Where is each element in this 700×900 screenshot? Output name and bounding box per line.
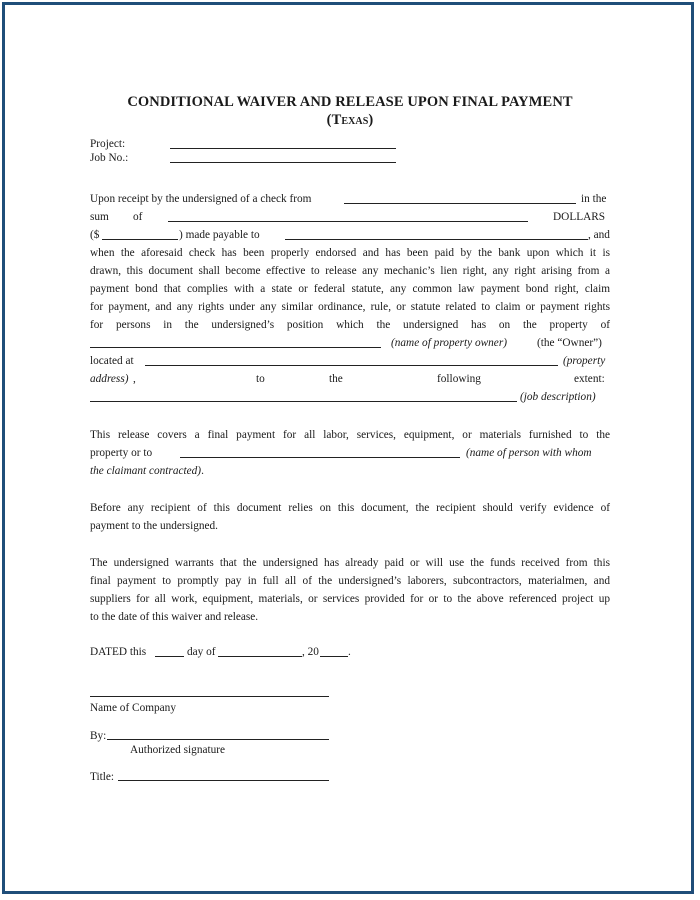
- dated-label: DATED this: [90, 646, 147, 658]
- para1-line6: payment bond that complies with a state or federal statute, any common law payment bond right, claim: [90, 283, 610, 295]
- day-field[interactable]: [155, 656, 184, 657]
- signer-title-field[interactable]: [118, 780, 329, 781]
- para1-line1-end: in the: [581, 193, 607, 205]
- para3-line2: payment to the undersigned.: [90, 520, 219, 532]
- property-address-field[interactable]: [145, 365, 558, 366]
- following-label: following: [437, 373, 481, 385]
- property-hint: (property: [563, 355, 606, 367]
- title-label: Title:: [90, 771, 115, 783]
- payee-field[interactable]: [285, 239, 588, 240]
- para1-sum-label: sum: [90, 211, 109, 223]
- para4-line4: to the date of this waiver and release.: [90, 611, 259, 623]
- job-number-field[interactable]: [170, 162, 396, 163]
- company-name-label: Name of Company: [90, 702, 176, 714]
- para2-line1: This release covers a final payment for all labor, services, equipment, or materials furnished to the: [90, 429, 610, 441]
- para1-line7: for payment, and any rights under any similar ordinance, rule, or statute related to claim or payment rights: [90, 301, 610, 313]
- period-label: .: [201, 465, 204, 477]
- signature-field[interactable]: [107, 739, 329, 740]
- day-of-label: day of: [187, 646, 216, 658]
- amount-figures-field[interactable]: [102, 239, 178, 240]
- document-title: CONDITIONAL WAIVER AND RELEASE UPON FINAL PAYMENT: [127, 94, 573, 110]
- extent-label: extent:: [574, 373, 605, 385]
- company-name-field[interactable]: [90, 696, 329, 697]
- address-hint: address): [90, 373, 129, 385]
- para1-line4: when the aforesaid check has been properly endorsed and has been paid by the bank upon which it is: [90, 247, 610, 259]
- dollars-label: DOLLARS: [553, 211, 606, 223]
- by-label: By:: [90, 730, 107, 742]
- property-owner-field[interactable]: [90, 347, 381, 348]
- claimant-contracted-hint: the claimant contracted): [90, 465, 202, 477]
- the-label: the: [329, 373, 343, 385]
- project-label: Project:: [90, 138, 126, 150]
- made-payable-label: ) made payable to: [179, 229, 260, 241]
- job-number-label: Job No.:: [90, 152, 129, 164]
- owner-label: (the “Owner”): [537, 337, 602, 349]
- amount-words-field[interactable]: [168, 221, 528, 222]
- para3-line1: Before any recipient of this document relies on this document, the recipient should verify evidence of: [90, 502, 610, 514]
- para1-line8: for persons in the undersigned’s position which the undersigned has on the property of: [90, 319, 610, 331]
- to-label: to: [256, 373, 265, 385]
- para1-line5: drawn, this document shall become effective to release any mechanic’s lien right, any right arising from a: [90, 265, 610, 277]
- month-field[interactable]: [218, 656, 302, 657]
- para4-line2: final payment to promptly pay in full all of the undersigned’s laborers, subcontractors, materialmen, and: [90, 575, 610, 587]
- dated-period: .: [348, 646, 351, 658]
- project-field[interactable]: [170, 148, 396, 149]
- para1-of-label: of: [133, 211, 143, 223]
- para1-line1-start: Upon receipt by the undersigned of a check from: [90, 193, 312, 205]
- document-subtitle: (Texas): [326, 112, 374, 128]
- authorized-signature-label: Authorized signature: [130, 744, 226, 756]
- payer-name-field[interactable]: [344, 203, 576, 204]
- contracting-person-hint: (name of person with whom: [466, 447, 592, 459]
- year-field[interactable]: [320, 656, 348, 657]
- contracting-person-field[interactable]: [180, 457, 460, 458]
- and-label: , and: [588, 229, 610, 241]
- para4-line1: The undersigned warrants that the undersigned has already paid or will use the funds received from this: [90, 557, 610, 569]
- property-owner-hint: (name of property owner): [391, 337, 507, 349]
- job-description-hint: (job description): [520, 391, 596, 403]
- year-prefix-label: , 20: [302, 646, 319, 658]
- job-description-field[interactable]: [90, 401, 517, 402]
- located-at-label: located at: [90, 355, 134, 367]
- comma-label: ,: [133, 373, 136, 385]
- para4-line3: suppliers for all work, equipment, materials, or services provided for or to the above referenced project up: [90, 593, 610, 605]
- dollar-sign-label: ($: [90, 229, 100, 241]
- property-or-to-label: property or to: [90, 447, 153, 459]
